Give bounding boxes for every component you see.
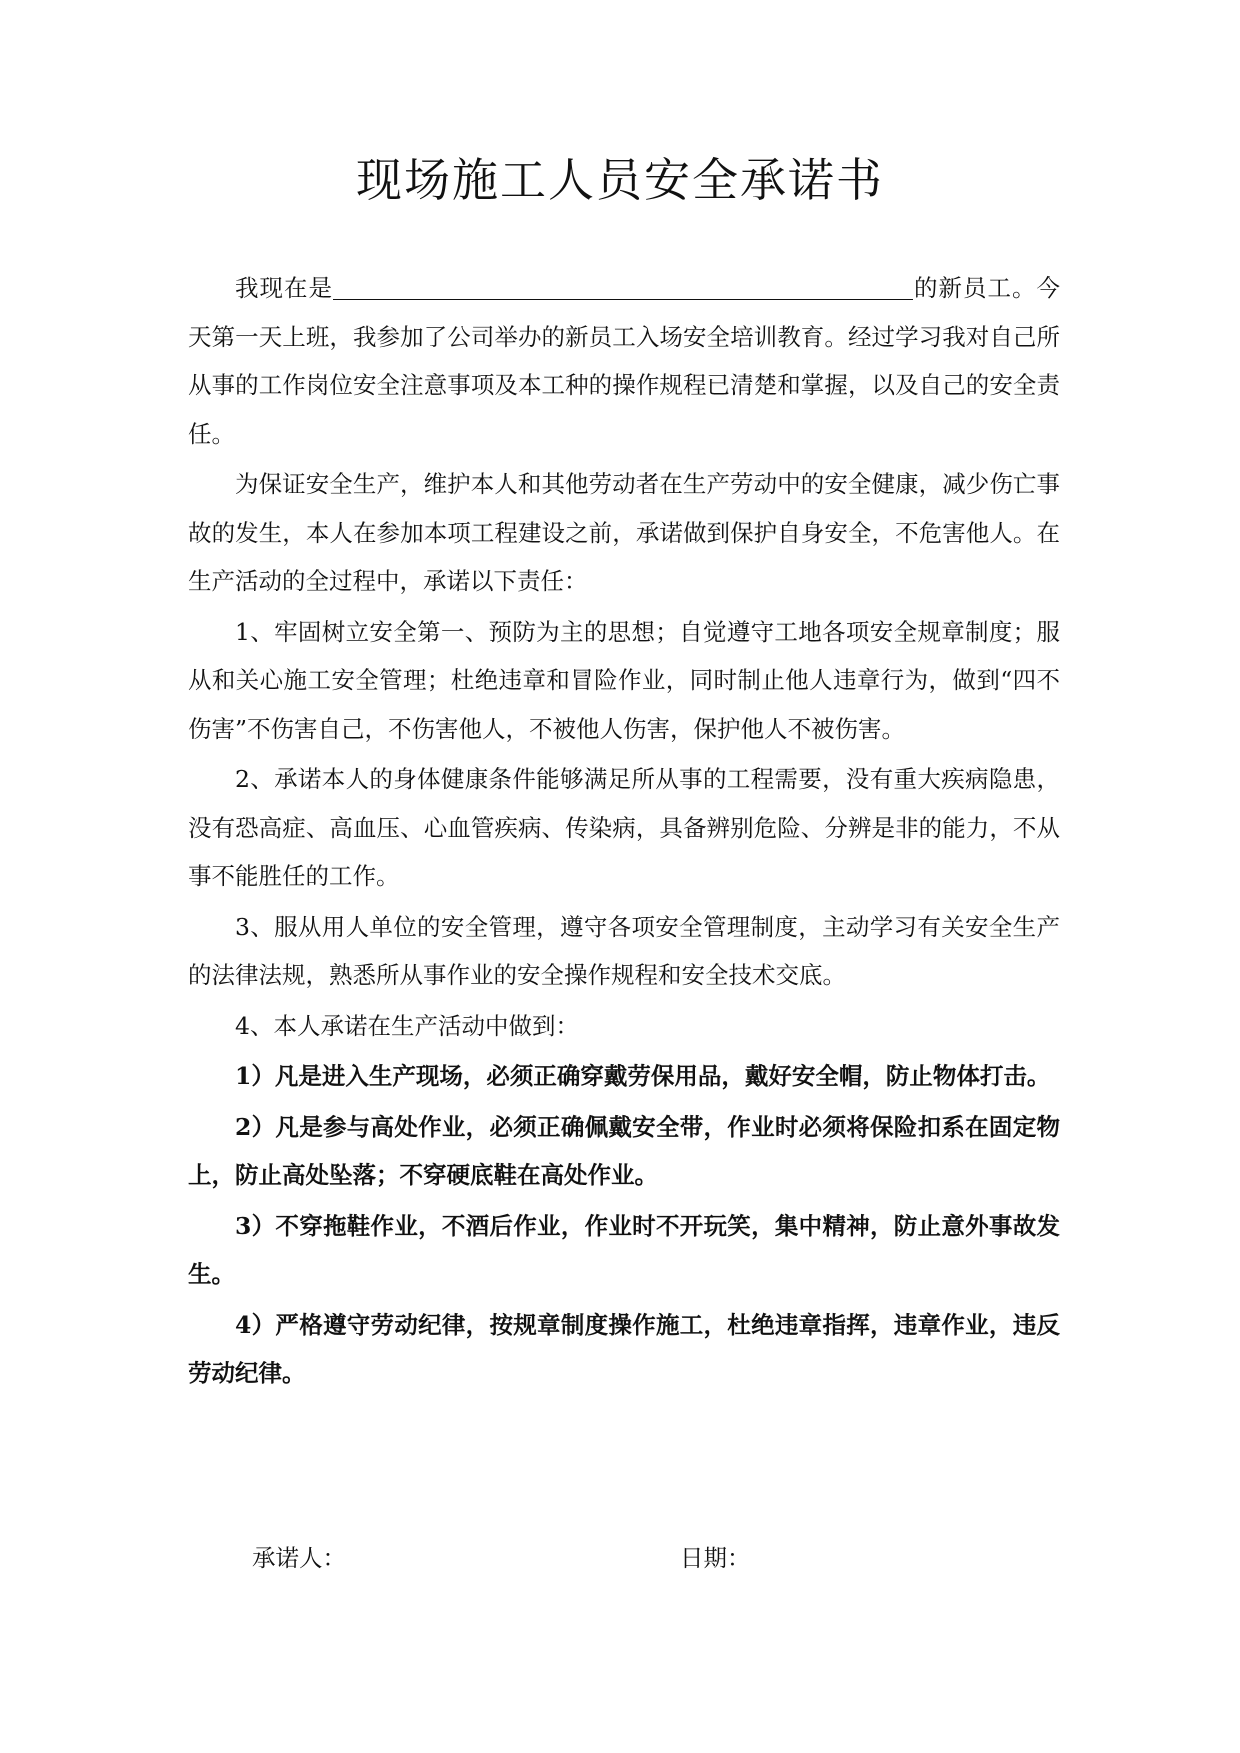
commitment-sub-item-2: 2）凡是参与高处作业，必须正确佩戴安全带，作业时必须将保险扣系在固定物上，防止高处坠落；不穿硬底鞋在高处作业。 [188,1112,1060,1189]
commitment-item-1: 1、牢固树立安全第一、预防为主的思想；自觉遵守工地各项安全规章制度；服从和关心施工安全管理；杜绝违章和冒险作业，同时制止他人违章行为，做到“四不伤害”不伤害自己，不伤害他人，不被他人伤害，保护他人不被伤害。 [188,617,1060,743]
commitment-item-2: 2、承诺本人的身体健康条件能够满足所从事的工程需要，没有重大疾病隐患，没有恐高症、高血压、心血管疾病、传染病，具备辨别危险、分辨是非的能力，不从事不能胜任的工作。 [188,765,1060,890]
purpose-paragraph: 为保证安全生产，维护本人和其他劳动者在生产劳动中的安全健康，减少伤亡事故的发生，本人在参加本项工程建设之前，承诺做到保护自身安全，不危害他人。在生产活动的全过程中，承诺以下责任： [188,470,1060,595]
intro-suffix: 的新员工。今天第一天上班，我参加了公司举办的新员工入场安全培训教育。经过学习我对自己所从事的工作岗位安全注意事项及本工种的操作规程已清楚和掌握，以及自己的安全责任。 [188,274,1060,448]
employer-blank-line [333,271,913,300]
commitment-item-4: 4、本人承诺在生产活动中做到： [235,1011,579,1040]
intro-paragraph [188,264,1060,458]
date-label: 日期： [680,1544,751,1572]
commitment-sub-item-3: 3）不穿拖鞋作业，不酒后作业，作业时不开玩笑，集中精神，防止意外事故发生。 [188,1211,1060,1288]
promisor-label: 承诺人： [252,1544,346,1572]
document-title: 现场施工人员安全承诺书 [356,153,884,207]
document-body [188,264,1060,1398]
commitment-sub-item-1: 1）凡是进入生产现场，必须正确穿戴劳保用品，戴好安全帽，防止物体打击。 [235,1062,1051,1090]
commitment-item-3: 3、服从用人单位的安全管理，遵守各项安全管理制度，主动学习有关安全生产的法律法规，熟悉所从事作业的安全操作规程和安全技术交底。 [188,912,1060,989]
signature-row [0,1538,1240,1578]
intro-prefix: 我现在是 [235,274,333,302]
commitment-sub-item-4: 4）严格遵守劳动纪律，按规章制度操作施工，杜绝违章指挥，违章作业，违反劳动纪律。 [188,1310,1060,1387]
